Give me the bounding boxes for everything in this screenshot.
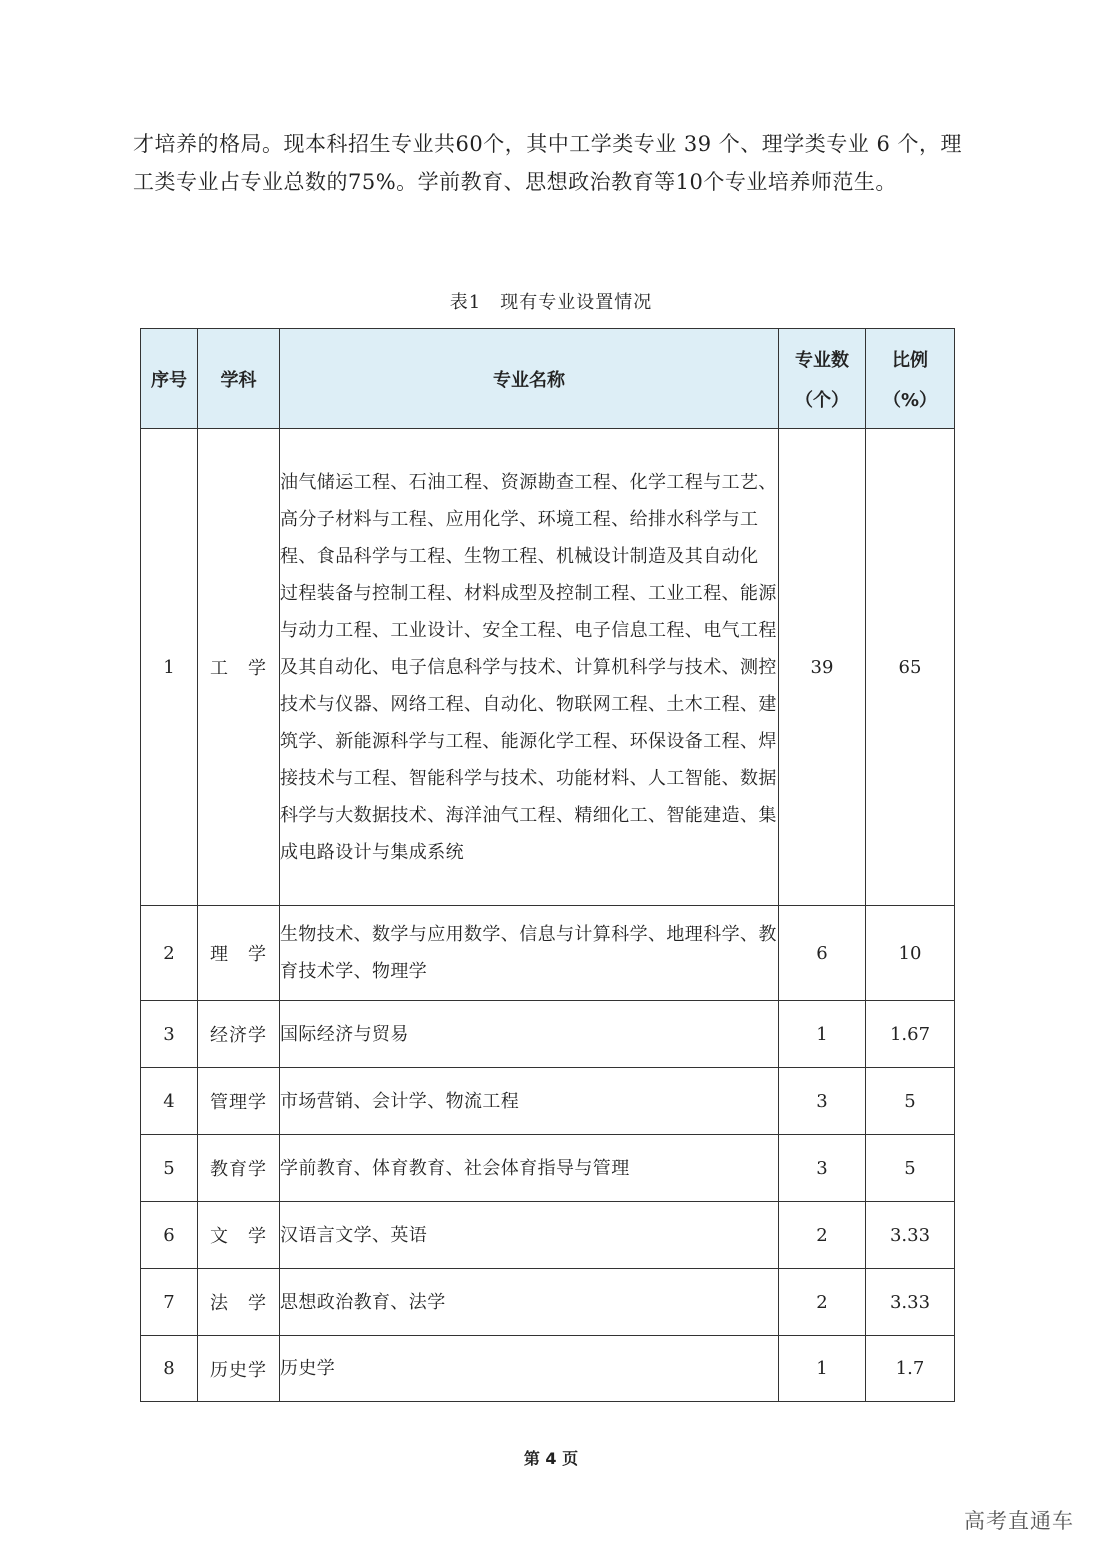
seq-cell: 5 — [141, 1135, 198, 1202]
discipline-cell: 法 学 — [198, 1269, 280, 1336]
count-cell: 39 — [779, 429, 866, 906]
seq-cell: 6 — [141, 1202, 198, 1269]
majors-cell: 学前教育、体育教育、社会体育指导与管理 — [280, 1135, 779, 1202]
ratio-cell: 10 — [866, 906, 955, 1001]
table-row — [141, 1135, 955, 1202]
header-majors: 专业名称 — [280, 329, 779, 429]
discipline-cell: 管理学 — [198, 1068, 280, 1135]
discipline-cell: 经济学 — [198, 1001, 280, 1068]
discipline-cell: 历史学 — [198, 1336, 280, 1402]
table-row — [141, 1001, 955, 1068]
table-row — [141, 429, 955, 906]
header-discipline: 学科 — [198, 329, 280, 429]
table-caption: 表1 现有专业设置情况 — [449, 292, 653, 313]
majors-cell: 市场营销、会计学、物流工程 — [280, 1068, 779, 1135]
discipline-cell: 工 学 — [198, 429, 280, 906]
ratio-cell: 5 — [866, 1135, 955, 1202]
ratio-cell: 1.7 — [866, 1336, 955, 1402]
majors-cell: 油气储运工程、石油工程、资源勘查工程、化学工程与工艺、高分子材料与工程、应用化学、环境工程、给排水科学与工程、食品科学与工程、生物工程、机械设计制造及其自动化 过程装备与控制工程、材料成型及控制工程、工业工程、能源与动力工程、工业设计、安全工程、电子信息工程、电气工程及其自动化、电子信息科学与技术、计算机科学与技术、测控技术与仪器、网络工程、自动化、物联网工程、土木工程、建筑学、新能源科学与工程、能源化学工程、环保设备工程、焊接技术与工程、智能科学与技术、功能材料、人工智能、数据科学与大数据技术、海洋油气工程、精细化工、智能建造、集成电路设计与集成系统 — [280, 429, 779, 906]
header-seq: 序号 — [141, 329, 198, 429]
table-row — [141, 1269, 955, 1336]
ratio-cell: 65 — [866, 429, 955, 906]
majors-cell: 汉语言文学、英语 — [280, 1202, 779, 1269]
seq-cell: 8 — [141, 1336, 198, 1402]
ratio-cell: 3.33 — [866, 1269, 955, 1336]
page-number: 第 4 页 — [523, 1449, 579, 1468]
table-row — [141, 1336, 955, 1402]
header-ratio — [866, 329, 955, 429]
discipline-cell: 文 学 — [198, 1202, 280, 1269]
discipline-cell: 教育学 — [198, 1135, 280, 1202]
watermark: 高考直通车 — [964, 1509, 1074, 1533]
header-count-label: 专业数 — [795, 349, 849, 371]
seq-cell: 4 — [141, 1068, 198, 1135]
majors-cell: 思想政治教育、法学 — [280, 1269, 779, 1336]
count-cell: 2 — [779, 1202, 866, 1269]
seq-cell: 3 — [141, 1001, 198, 1068]
majors-cell: 国际经济与贸易 — [280, 1001, 779, 1068]
header-ratio-unit: （%） — [882, 389, 938, 411]
seq-cell: 2 — [141, 906, 198, 1001]
count-cell: 3 — [779, 1135, 866, 1202]
count-cell: 6 — [779, 906, 866, 1001]
seq-cell: 7 — [141, 1269, 198, 1336]
table-row — [141, 906, 955, 1001]
count-cell: 1 — [779, 1336, 866, 1402]
header-count — [779, 329, 866, 429]
header-count-unit: （个） — [795, 389, 849, 411]
ratio-cell: 1.67 — [866, 1001, 955, 1068]
majors-cell: 生物技术、数学与应用数学、信息与计算科学、地理科学、教育技术学、物理学 — [280, 906, 779, 1001]
table-header-row — [141, 329, 955, 429]
seq-cell: 1 — [141, 429, 198, 906]
intro-paragraph: 才培养的格局。现本科招生专业共60个，其中工学类专业 39 个、理学类专业 6 个，理工类专业占专业总数的75%。学前教育、思想政治教育等10个专业培养师范生。 — [133, 132, 963, 194]
discipline-cell: 理 学 — [198, 906, 280, 1001]
count-cell: 1 — [779, 1001, 866, 1068]
table-row — [141, 1202, 955, 1269]
table-row — [141, 1068, 955, 1135]
majors-table — [140, 328, 955, 1402]
ratio-cell: 3.33 — [866, 1202, 955, 1269]
header-ratio-label: 比例 — [892, 349, 928, 371]
majors-cell: 历史学 — [280, 1336, 779, 1402]
count-cell: 2 — [779, 1269, 866, 1336]
ratio-cell: 5 — [866, 1068, 955, 1135]
count-cell: 3 — [779, 1068, 866, 1135]
